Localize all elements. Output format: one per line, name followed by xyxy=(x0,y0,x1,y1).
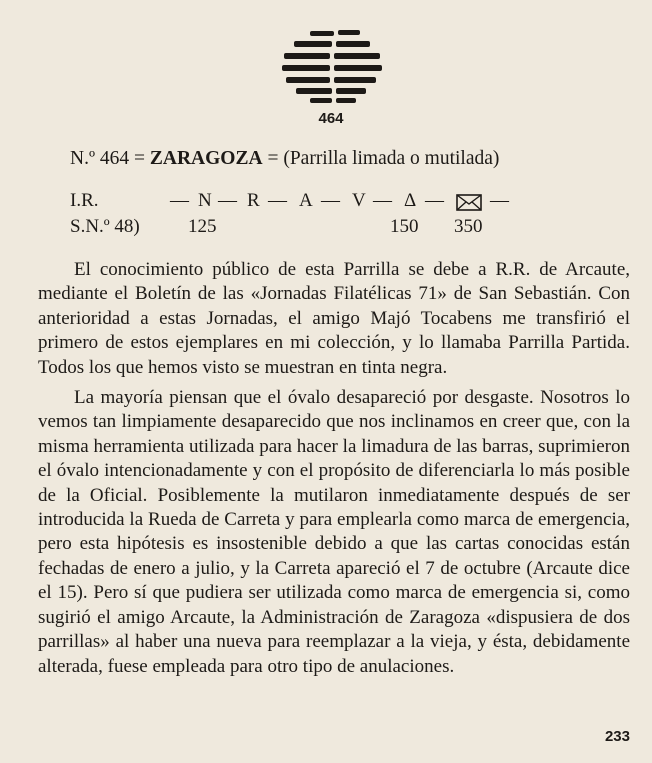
column-r: R xyxy=(247,190,260,211)
column-delta: Δ xyxy=(404,190,417,211)
dash: — xyxy=(321,190,340,211)
paragraph: El conocimiento público de esta Parrilla se debe a R.R. de Arcaute, mediante el Boletín de las «Jornadas Filatélicas 71» de San Sebastián. Con anterioridad a estas Jornadas, el amigo Majó Tocabens me transfirió el primero de estos ejemplares en mi colección, y lo llamaba Parrilla Partida. Todos los que hemos visto se muestran en tinta negra. xyxy=(38,259,630,378)
dash: — xyxy=(425,190,444,211)
heading-prefix: N.º 464 = xyxy=(70,148,150,169)
barred-grill-cancellation-icon xyxy=(276,26,386,106)
value-delta: 150 xyxy=(390,216,419,237)
row2-label: S.N.º 48) xyxy=(70,216,140,237)
heading-place: ZARAGOZA xyxy=(149,148,263,169)
page-number: 233 xyxy=(604,728,630,745)
dash: — xyxy=(490,190,509,211)
column-v: V xyxy=(352,190,366,211)
rate-table xyxy=(70,190,630,242)
heading-suffix: = (Parrilla limada o mutilada) xyxy=(262,148,500,169)
column-n: N xyxy=(198,190,212,211)
value-envelope: 350 xyxy=(454,216,483,237)
dash: — xyxy=(218,190,237,211)
dash: — xyxy=(268,190,287,211)
column-a: A xyxy=(299,190,313,211)
catalog-heading xyxy=(70,148,630,170)
envelope-icon xyxy=(456,194,482,211)
dash: — xyxy=(170,190,189,211)
row1-label: I.R. xyxy=(70,190,99,211)
paragraph: La mayoría piensan que el óvalo desapareció por desgaste. Nosotros lo vemos tan limpiamente desaparecido que nos inclinamos en creer que, con la misma herramienta utilizada para hacer la limadura de las barras, suprimieron el óvalo intencionadamente y con el propósito de diferenciarla lo más posible de la Oficial. Posiblemente la mutilaron inmediatamente después de ser introducida la Rueda de Carreta y para emplearla como marca de emergencia, pero esta hipótesis es insostenible debido a que las cartas conocidas están fechadas de enero a julio, y la Carreta apareció el 7 de octubre (Arcaute dice el 15). Pero sí que pudiera ser utilizada como marca de emergencia si, como sugirió el amigo Arcaute, la Administración de Zaragoza «dispusiera de dos parrillas» al haber una nueva para reemplazar a la vieja, y ésta, debidamente alterada, fuese empleada para otro tipo de anulaciones. xyxy=(38,387,630,677)
value-n: 125 xyxy=(188,216,217,237)
body-text xyxy=(38,258,630,685)
emblem-number: 464 xyxy=(318,110,344,127)
dash: — xyxy=(373,190,392,211)
